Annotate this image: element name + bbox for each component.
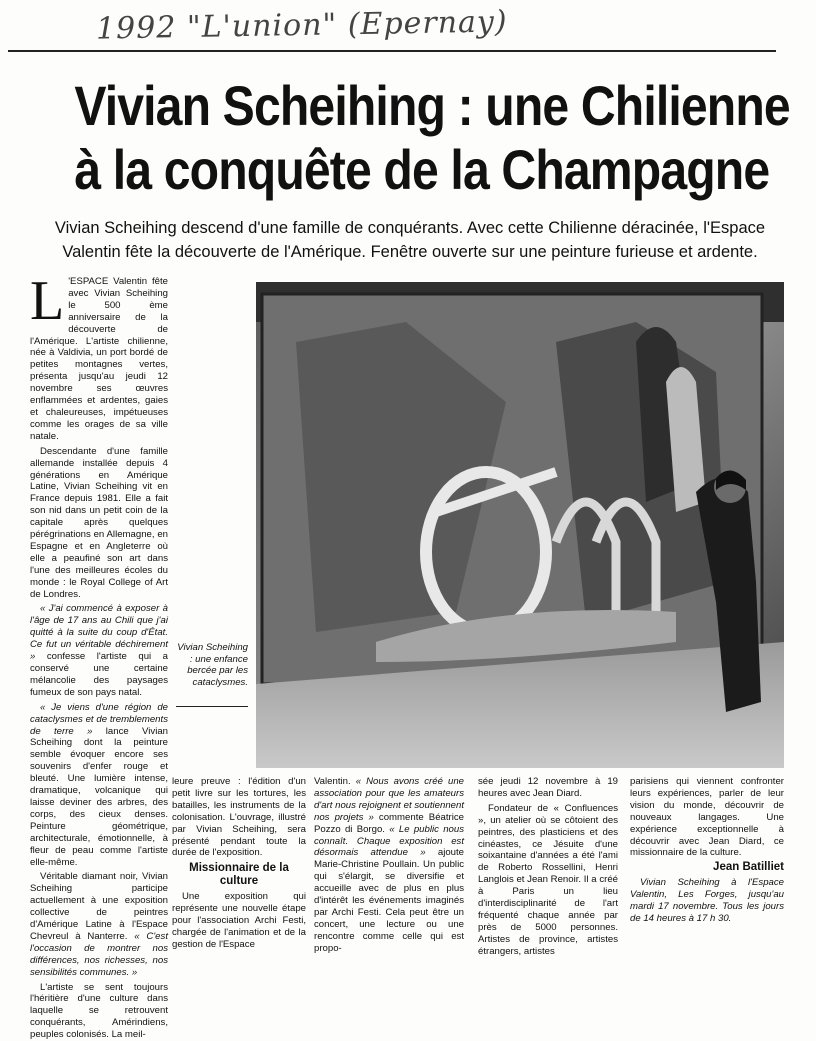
header-rule — [8, 50, 776, 52]
paragraph-text: ajoute Marie-Christine Poullain. Un public qui s'élargit, se diversifie et accueille avec de plus en plus d'intérêt les événements imaginés par Archi Festi. Cela peut être un concert, une lecture ou une rencontre comme celle qui est propo- — [314, 847, 464, 954]
article-column-1 — [30, 270, 169, 1041]
article-column-4 — [478, 776, 618, 957]
lead-paragraph: Vivian Scheihing descend d'une famille de conquérants. Avec cette Chilienne déracinée, l'Espace Valentin fête la découverte de l'Amérique. Fenêtre ouverte sur une peinture furieuse et ardente. — [54, 219, 766, 261]
handwritten-note: 1992 "L'union" (Epernay) — [95, 4, 508, 47]
paragraph — [30, 270, 168, 443]
paragraph: sée jeudi 12 novembre à 19 heures avec Jean Diard. — [478, 776, 618, 799]
caption-rule — [176, 706, 248, 707]
paragraph-text: confesse l'artiste qui a conservé une certaine mélancolie des paysages fumeux de son pays natal. — [30, 651, 169, 698]
paragraph: leure preuve : l'édition d'un petit livre sur les tortures, les batailles, les instruments de la colonisation. L'ouvrage, illustré par Vivian Scheihing, sera présenté pendant toute la durée de l'exposition. — [172, 776, 306, 859]
drop-cap: L — [30, 270, 65, 332]
paragraph: L'artiste se sent toujours l'héritière d'une culture dans laquelle se retrouvent conquérants, Amérindiens, peuples colonisés. La meil- — [30, 981, 168, 1041]
paragraph: parisiens qui viennent confronter leurs expériences, parler de leur vision du monde, découvrir de nouveaux langages. Une expérience exceptionnelle à découvrir avec Jean Diard, ce missionnaire de la culture. — [630, 776, 784, 859]
paragraph: Fondateur de « Confluences », un atelier où se côtoient des peintres, des plasticiens et des cinéastes, ce Jésuite d'une soixantaine d'années a été l'ami de Roberto Rossellini, Henri Langlois et Jean Renoir. Il a créé à Paris un lieu d'interdisciplinarité de l'art fréquenté chaque année par près de 5000 personnes. Artistes de province, artistes étrangers, artistes — [478, 802, 618, 957]
article-column-3 — [314, 776, 464, 954]
article-photo — [256, 282, 784, 768]
photo-illustration — [256, 282, 784, 768]
paragraph — [314, 776, 464, 955]
headline-line-2: à la conquête de la Champagne — [74, 138, 770, 201]
quote: « C'est l'occasion de montrer nos différences, nos richesses, nos sensibilités communes. » — [30, 930, 168, 978]
article-column-2 — [172, 776, 306, 954]
paragraph: Une exposition qui représente une nouvelle étape pour l'association Archi Festi, chargée de l'animation et de la gestion de l'Espace — [172, 891, 306, 950]
headline — [74, 74, 790, 202]
paragraph-text: Véritable diamant noir, Vivian Scheihing participe actuellement à une exposition collective de peintres d'Amérique Latine à l'Espace Chevreul à Nanterre. — [30, 871, 168, 942]
photo-caption: Vivian Scheihing : une enfance bercée par les cataclysmes. — [177, 642, 248, 688]
paragraph — [30, 871, 168, 978]
paragraph-text: Valentin. — [314, 776, 351, 787]
headline-line-1: Vivian Scheihing : une Chilienne — [74, 74, 790, 137]
quote: « J'ai commencé à exposer à l'âge de 17 ans au Chili que j'ai quitté à la suite du coup d'État. Ce fut un véritable déchirement » — [30, 603, 168, 663]
quote: « Le public nous connaît. Chaque exposition est désormais attendue » — [314, 823, 464, 859]
article-column-5 — [630, 776, 784, 954]
paragraph-text: lance Vivian Scheihing dont la peinture semble évoquer encore ses souvenirs d'enfer rouge et bleuté. Une lumière intense, dramatique, volcanique qui laisse deviner des arbres, des corps, des cieux denses. Peinture géométrique, architecturale, émotionnelle, à fleur de peau comme l'artiste elle-même. — [30, 725, 168, 868]
paragraph-text: 'ESPACE Valentin fête avec Vivian Scheihing le 500 ème anniversaire de la découverte de l'Amérique. L'artiste chilienne, née à Valdivia, un port bordé de petites montagnes vertes, présenta jusqu'au jeudi 12 novembre ses œuvres enflammées et ardentes, gaies et chaleureuses, impétueuses comme les orages de sa ville natale. — [30, 276, 168, 442]
quote: « Je viens d'une région de cataclysmes et de tremblements de terre » — [30, 701, 168, 737]
quote: « Nous avons créé une association pour que les amateurs d'art nous rejoignent et soutiennent nos projets » — [314, 776, 464, 823]
paragraph — [30, 702, 168, 869]
exhibition-info: Vivian Scheihing à l'Espace Valentin, Les Forges, jusqu'au mardi 17 novembre. Tous les jours de 14 heures à 17 h 30. — [630, 877, 784, 924]
paragraph: Descendante d'une famille allemande installée depuis 4 générations en Amérique Latine, Vivian Scheihing vit en France depuis 1981. Elle a fait son nid dans un petit coin de la capitale après quelques pérégrinations en Allemagne, en Espagne et en Angleterre où elle a peaufiné son art dans l'une des meilleures écoles du monde : le Royal College of Art de Londres. — [30, 445, 168, 600]
subheading: Missionnaire de la culture — [189, 862, 289, 888]
author-signature: Jean Batilliet — [713, 861, 784, 874]
paragraph — [30, 603, 168, 698]
paragraph-text: commente Béatrice Pozzo di Borgo. — [314, 811, 465, 835]
